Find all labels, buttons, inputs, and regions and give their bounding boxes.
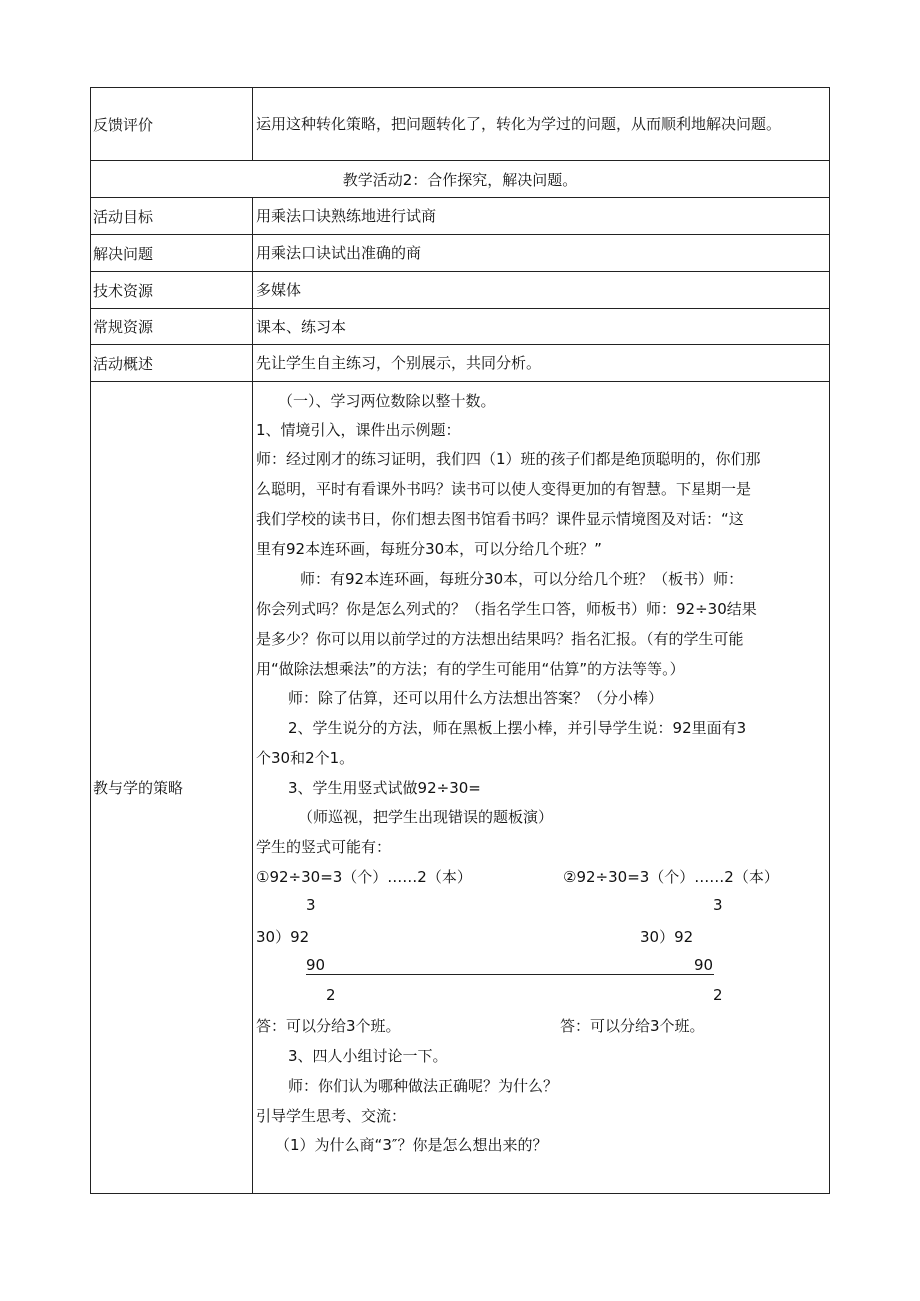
routine-row	[91, 309, 830, 345]
strategy-line: 是多少？你可以用以前学过的方法想出结果吗？指名汇报。（有的学生可能	[256, 630, 744, 648]
problem-row	[91, 235, 830, 272]
remainder-2: 2	[713, 986, 723, 1004]
strategy-line: 2、学生说分的方法，师在黑板上摆小棒，并引导学生说：92里面有3	[288, 719, 747, 737]
overview-label: 活动概述	[91, 345, 253, 382]
strategy-line: 师：有92本连环画，每班分30本，可以分给几个班？（板书）师：	[300, 570, 744, 588]
quotient-2: 3	[713, 896, 723, 914]
strategy-label: 教与学的策略	[91, 382, 253, 1194]
division-equation-1: ①92÷30=3（个）……2（本）	[256, 868, 472, 886]
strategy-line: 个30和2个1。	[256, 749, 355, 767]
strategy-line: （师巡视，把学生出现错误的题板演）	[298, 808, 554, 826]
routine-label: 常规资源	[91, 309, 253, 345]
strategy-line: 3、四人小组讨论一下。	[288, 1047, 448, 1065]
strategy-line: 3、学生用竖式试做92÷30=	[288, 779, 481, 797]
strategy-line: 师：经过刚才的练习证明，我们四（1）班的孩子们都是绝顶聪明的，你们那	[256, 450, 761, 468]
answer-2: 答：可以分给3个班。	[560, 1017, 705, 1035]
routine-value: 课本、练习本	[253, 309, 830, 345]
strategy-line: 里有92本连环画，每班分30本，可以分给几个班？”	[256, 540, 602, 558]
overview-value: 先让学生自主练习，个别展示，共同分析。	[253, 345, 830, 382]
strategy-line: 我们学校的读书日，你们想去图书馆看书吗？课件显示情境图及对话：“这	[256, 510, 744, 528]
overview-row	[91, 345, 830, 382]
strategy-line: 1、情境引入，课件出示例题：	[256, 421, 461, 439]
strategy-line: 么聪明，平时有看课外书吗？读书可以使人变得更加的有智慧。下星期一是	[256, 480, 752, 498]
goal-row	[91, 198, 830, 235]
dividend-2: 30）92	[640, 928, 694, 946]
remainder-1: 2	[326, 986, 336, 1004]
product-2: 90	[694, 956, 714, 974]
product-1: 90	[306, 956, 326, 974]
strategy-content	[253, 382, 830, 1194]
strategy-row	[91, 382, 830, 1194]
strategy-line: 你会列式吗？你是怎么列式的？（指名学生口答，师板书）师：92÷30结果	[256, 600, 757, 618]
answer-1: 答：可以分给3个班。	[256, 1017, 401, 1035]
strategy-line: （一）、学习两位数除以整十数。	[278, 392, 496, 410]
feedback-value: 运用这种转化策略，把问题转化了，转化为学过的问题，从而顺利地解决问题。	[253, 88, 830, 161]
division-equation-2: ②92÷30=3（个）……2（本）	[563, 868, 779, 886]
quotient-1: 3	[306, 896, 316, 914]
strategy-line: 引导学生思考、交流：	[256, 1107, 407, 1125]
lesson-plan-table	[90, 87, 830, 1194]
activity-title: 教学活动2：合作探究，解决问题。	[91, 161, 830, 198]
dividend-1: 30）92	[256, 928, 310, 946]
activity-title-row	[91, 161, 830, 198]
tech-value: 多媒体	[253, 272, 830, 309]
tech-row	[91, 272, 830, 309]
division-rule-line	[306, 974, 714, 975]
problem-label: 解决问题	[91, 235, 253, 272]
strategy-line: 师：你们认为哪种做法正确呢？为什么？	[288, 1077, 559, 1095]
strategy-line: 师：除了估算，还可以用什么方法想出答案？（分小棒）	[288, 689, 664, 707]
strategy-line: （1）为什么商“3″？你是怎么想出来的？	[275, 1136, 548, 1154]
feedback-row	[91, 88, 830, 161]
problem-value: 用乘法口诀试出准确的商	[253, 235, 830, 272]
strategy-line: 用“做除法想乘法”的方法；有的学生可能用“估算”的方法等等。）	[256, 660, 685, 678]
tech-label: 技术资源	[91, 272, 253, 309]
goal-value: 用乘法口诀熟练地进行试商	[253, 198, 830, 235]
goal-label: 活动目标	[91, 198, 253, 235]
strategy-line: 学生的竖式可能有：	[256, 838, 392, 856]
feedback-label: 反馈评价	[91, 88, 253, 161]
